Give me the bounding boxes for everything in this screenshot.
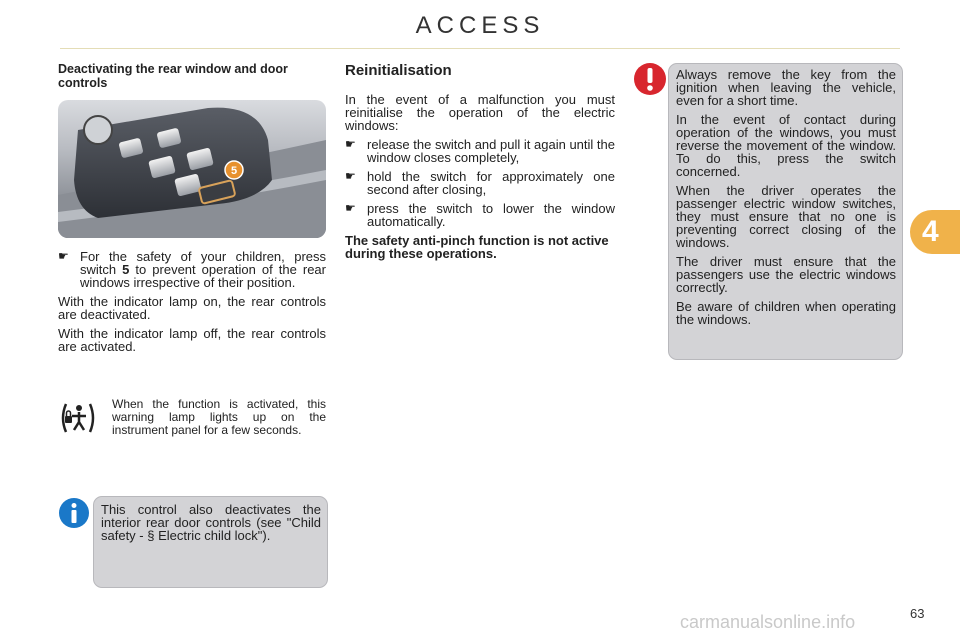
reinit-intro: In the event of a malfunction you must reinitialise the operation of the electric windows: [345, 92, 615, 133]
alert-paragraph: When the driver operates the passenger electric window switches, they must ensure that no one is preventing correct closing of the windows. [676, 183, 896, 250]
switch-callout-label: 5 [230, 165, 238, 177]
anti-pinch-note: The safety anti-pinch function is not active during these operations. [345, 233, 609, 261]
list-item: ☛ release the switch and pull it again until the window closes completely, [345, 137, 615, 165]
indicator-off-text: With the indicator lamp off, the rear controls are activated. [58, 326, 326, 354]
info-text: This control also deactivates the interior rear door controls (see "Child safety - § Electric child lock"). [101, 502, 321, 543]
section-heading-reinitialisation: Reinitialisation [345, 62, 452, 79]
exclamation-icon [633, 62, 667, 96]
list-item: ☛ For the safety of your children, press switch 5 to prevent operation of the rear windows irrespective of their position. [58, 249, 326, 290]
left-column-text [58, 250, 326, 359]
bullet-arrow-icon: ☛ [345, 137, 356, 151]
alert-paragraph: In the event of contact during operation of the windows, you must reverse the movement of the window. To do this, press the switch concerned. [676, 112, 896, 179]
warning-lamp-text: When the function is activated, this warning lamp lights up on the instrument panel for a few seconds. [112, 397, 326, 437]
alert-text [676, 68, 896, 332]
alert-paragraph: The driver must ensure that the passengers use the electric windows correctly. [676, 254, 896, 295]
bullet-arrow-icon: ☛ [345, 169, 356, 183]
door-switch-panel-photo [58, 100, 326, 238]
page-title: ACCESS [415, 12, 545, 39]
page-number: 63 [910, 606, 925, 621]
section-heading-deactivating: Deactivating the rear window and door controls [58, 62, 288, 90]
list-item: ☛ press the switch to lower the window automatically. [345, 201, 615, 229]
bullet-arrow-icon: ☛ [58, 249, 69, 263]
title-divider [60, 48, 900, 49]
alert-paragraph: Be aware of children when operating the windows. [676, 299, 896, 327]
indicator-on-text: With the indicator lamp on, the rear controls are deactivated. [58, 294, 326, 322]
alert-paragraph: Always remove the key from the ignition when leaving the vehicle, even for a short time. [676, 67, 896, 108]
info-icon [58, 497, 90, 529]
middle-column [345, 62, 615, 260]
list-item: ☛ hold the switch for approximately one second after closing, [345, 169, 615, 197]
left-column [58, 62, 326, 90]
watermark: carmanualsonline.info [680, 612, 856, 632]
bullet-arrow-icon: ☛ [345, 201, 356, 215]
child-lock-warning-icon [58, 398, 98, 438]
chapter-tab: 4 [910, 210, 960, 254]
door-switch-illustration [58, 100, 326, 238]
